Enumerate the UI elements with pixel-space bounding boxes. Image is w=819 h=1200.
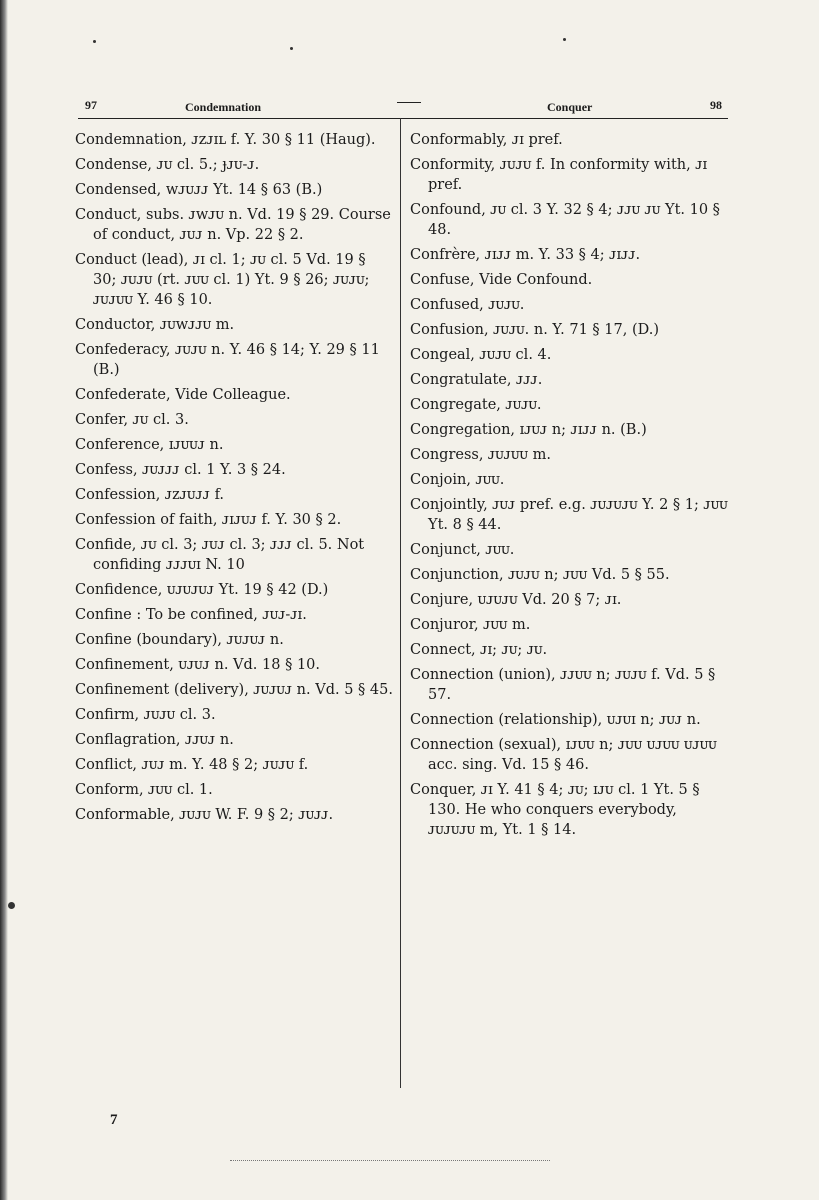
dictionary-entry: Connection (relationship), ᴜᴊᴜɪ n; ᴊᴜᴊ n. <box>410 712 701 728</box>
dictionary-entry: Confederate, Vide Colleague. <box>75 387 291 403</box>
dictionary-entry: Confound, ᴊᴜ cl. 3 Y. 32 § 4; ᴊᴊᴜ ᴊᴜ Yt. 10 § 48. <box>410 202 720 238</box>
right-page-number: 98 <box>710 98 722 112</box>
dictionary-entry: Conform, ᴊᴜᴜ cl. 1. <box>75 782 213 798</box>
dictionary-entry: Congress, ᴊᴜᴊᴜᴜ m. <box>410 447 551 463</box>
dictionary-entry: Confess, ᴊᴜᴊᴊᴊ cl. 1 Y. 3 § 24. <box>75 462 286 478</box>
dictionary-entry: Confirm, ᴊᴜᴊᴜ cl. 3. <box>75 707 216 723</box>
dictionary-entry: Confused, ᴊᴜᴊᴜ. <box>410 297 525 313</box>
column-divider <box>400 118 401 1088</box>
dictionary-entry: Conduct, subs. ᴊᴡᴊᴜ n. Vd. 19 § 29. Course of conduct, ᴊᴜᴊ n. Vp. 22 § 2. <box>75 207 391 243</box>
ink-speck <box>93 40 96 43</box>
dictionary-entry: Congeal, ᴊᴜᴊᴜ cl. 4. <box>410 347 552 363</box>
dictionary-entry: Confession of faith, ᴊɪᴊᴜᴊ f. Y. 30 § 2. <box>75 512 342 528</box>
right-column <box>410 130 728 845</box>
dictionary-entry: Conjoin, ᴊᴜᴜ. <box>410 472 505 488</box>
dictionary-entry: Confer, ᴊᴜ cl. 3. <box>75 412 189 428</box>
left-page-number: 97 <box>85 98 97 112</box>
dictionary-entry: Conjointly, ᴊᴜᴊ pref. e.g. ᴊᴜᴊᴜᴊᴜ Y. 2 § 1; ᴊᴜᴜ Yt. 8 § 44. <box>410 497 728 533</box>
dictionary-entry: Conformably, ᴊɪ pref. <box>410 132 563 148</box>
header-rule <box>78 118 728 119</box>
dictionary-entry: Congratulate, ᴊᴊᴊ. <box>410 372 543 388</box>
dictionary-entry: Confinement, ᴜᴊᴜᴊ n. Vd. 18 § 10. <box>75 657 321 673</box>
footer-rule <box>230 1160 550 1161</box>
dictionary-entry: Confusion, ᴊᴜᴊᴜ. n. Y. 71 § 17, (D.) <box>410 322 659 338</box>
dictionary-entry: Confinement (delivery), ᴊᴜᴊᴜᴊ n. Vd. 5 § 45. <box>75 682 393 698</box>
dictionary-entry: Confide, ᴊᴜ cl. 3; ᴊᴜᴊ cl. 3; ᴊᴊᴊ cl. 5. Not confiding ᴊᴊᴊᴜɪ N. 10 <box>75 537 365 573</box>
dictionary-entry: Conjuror, ᴊᴜᴜ m. <box>410 617 531 633</box>
header-dash <box>397 102 421 103</box>
left-column <box>75 130 393 830</box>
dictionary-entry: Conflict, ᴊᴜᴊ m. Y. 48 § 2; ᴊᴜᴊᴜ f. <box>75 757 309 773</box>
dictionary-entry: Connect, ᴊɪ; ᴊᴜ; ᴊᴜ. <box>410 642 548 658</box>
dictionary-entry: Congregate, ᴊᴜᴊᴜ. <box>410 397 542 413</box>
dictionary-entry: Conjunction, ᴊᴜᴊᴜ n; ᴊᴜᴜ Vd. 5 § 55. <box>410 567 670 583</box>
dictionary-entry: Conquer, ᴊɪ Y. 41 § 4; ᴊᴜ; ɪᴊᴜ cl. 1 Yt. 5 § 130. He who conquers everybody, ᴊᴜᴊᴜᴊᴜ m, Yt. 1 § 14. <box>410 782 700 838</box>
dictionary-entry: Connection (union), ᴊᴊᴜᴜ n; ᴊᴜᴊᴜ f. Vd. 5 § 57. <box>410 667 716 703</box>
dictionary-entry: Condemnation, ᴊᴢᴊɪʟ f. Y. 30 § 11 (Haug). <box>75 132 376 148</box>
signature-number: 7 <box>110 1112 118 1128</box>
dictionary-entry: Conference, ɪᴊᴜᴜᴊ n. <box>75 437 224 453</box>
dictionary-entry: Conduct (lead), ᴊɪ cl. 1; ᴊᴜ cl. 5 Vd. 19 § 30; ᴊᴜᴊᴜ (rt. ᴊᴜᴜ cl. 1) Yt. 9 § 26; ᴊᴜᴊᴜ; ᴊᴜᴊᴜᴜ Y. 46 § 10. <box>75 252 370 308</box>
dictionary-entry: Confine (boundary), ᴊᴜᴊᴜᴊ n. <box>75 632 284 648</box>
dictionary-entry: Congregation, ɪᴊᴜᴊ n; ᴊɪᴊᴊ n. (B.) <box>410 422 647 438</box>
dictionary-entry: Condensed, ᴡᴊᴜᴊᴊ Yt. 14 § 63 (B.) <box>75 182 323 198</box>
page-binding-edge <box>0 0 8 1200</box>
dictionary-entry: Confidence, ᴜᴊᴜᴊᴜᴊ Yt. 19 § 42 (D.) <box>75 582 329 598</box>
dictionary-entry: Conjunct, ᴊᴜᴜ. <box>410 542 515 558</box>
dictionary-entry: Conformity, ᴊᴜᴊᴜ f. In conformity with, ᴊɪ pref. <box>410 157 708 193</box>
dictionary-entry: Confine : To be confined, ᴊᴜᴊ-ᴊɪ. <box>75 607 307 623</box>
dictionary-entry: Confession, ᴊᴢᴊᴜᴊᴊ f. <box>75 487 225 503</box>
dictionary-entry: Connection (sexual), ɪᴊᴜᴜ n; ᴊᴜᴜ ᴜᴊᴜᴜ ᴜᴊᴜᴜ acc. sing. Vd. 15 § 46. <box>410 737 717 773</box>
ink-speck <box>290 47 293 50</box>
right-headword: Conquer <box>547 100 593 114</box>
dictionary-entry: Confuse, Vide Confound. <box>410 272 593 288</box>
dictionary-entry: Confrère, ᴊɪᴊᴊ m. Y. 33 § 4; ᴊɪᴊᴊ. <box>410 247 641 263</box>
dictionary-entry: Conflagration, ᴊᴊᴜᴊ n. <box>75 732 234 748</box>
dictionary-entry: Conductor, ᴊᴜᴡᴊᴊᴜ m. <box>75 317 235 333</box>
ink-speck <box>563 38 566 41</box>
left-headword: Condemnation <box>185 100 262 114</box>
ink-speck <box>8 902 15 909</box>
dictionary-entry: Condense, ᴊᴜ cl. 5.; ɟᴊᴜ-ᴊ. <box>75 157 260 173</box>
dictionary-entry: Confederacy, ᴊᴜᴊᴜ n. Y. 46 § 14; Y. 29 § 11 (B.) <box>75 342 380 378</box>
dictionary-entry: Conformable, ᴊᴜᴊᴜ W. F. 9 § 2; ᴊᴜᴊᴊ. <box>75 807 334 823</box>
dictionary-entry: Conjure, ᴜᴊᴜᴊᴜ Vd. 20 § 7; ᴊɪ. <box>410 592 622 608</box>
